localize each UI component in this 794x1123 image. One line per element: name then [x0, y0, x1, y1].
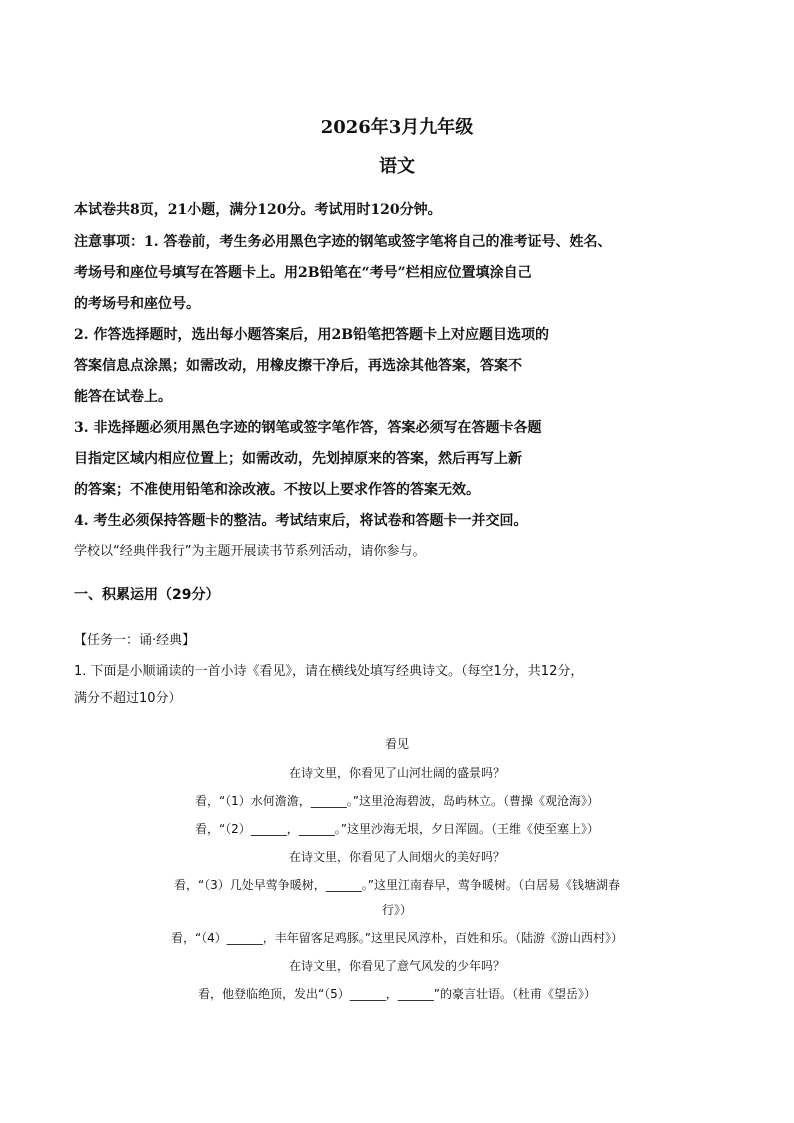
- instruction-line: 能答在试卷上。: [74, 389, 172, 405]
- subject-title: 语文: [379, 156, 415, 177]
- instruction-line: 目指定区域内相应位置上；如需改动，先划掉原来的答案，然后再写上新: [74, 451, 522, 467]
- instruction-line: 的答案；不准使用铅笔和涂改液。不按以上要求作答的答案无效。: [74, 482, 480, 498]
- exam-title: 2026年3月九年级: [320, 117, 474, 138]
- poem-line: 在诗文里，你看见了山河壮阔的盛景吗？: [288, 766, 505, 780]
- poem-line: 看，“（4）______，丰年留客足鸡豚。”这里民风淳朴，百姓和乐。（陆游《游山西村》）: [170, 931, 624, 945]
- instruction-line: 2. 作答选择题时，选出每小题答案后，用2B铅笔把答题卡上对应题目选项的: [74, 327, 550, 343]
- poem-line: 行》）: [381, 903, 412, 917]
- task-heading: 【任务一：诵·经典】: [74, 633, 196, 648]
- poem-line: 看，“（2）______，______。”这里沙海无垠，夕日浑圆。（王维《使至塞上》）: [194, 822, 600, 836]
- poem-line: 在诗文里，你看见了人间烟火的美好吗？: [288, 850, 505, 864]
- activity-intro: 学校以“经典伴我行”为主题开展读书节系列活动，请你参与。: [74, 544, 426, 559]
- instruction-line: 3. 非选择题必须用黑色字迹的钢笔或签字笔作答，答案必须写在答题卡各题: [74, 420, 542, 436]
- instruction-line: 考场号和座位号填写在答题卡上。用2B铅笔在“考号”栏相应位置填涂自己: [74, 265, 532, 281]
- instruction-line: 注意事项：1. 答卷前，考生务必用黑色字迹的钢笔或签字笔将自己的准考证号、姓名、: [74, 234, 612, 250]
- section-heading: 一、积累运用（29分）: [74, 587, 220, 603]
- poem-line: 看，“（3）几处早莺争暖树，______。”这里江南春早，莺争暖树。（白居易《钱塘湖春: [173, 878, 621, 892]
- instruction-line: 的考场号和座位号。: [74, 296, 200, 312]
- question-text: 1. 下面是小顺诵读的一首小诗《看见》，请在横线处填写经典诗文。（每空1分，共12分，: [74, 664, 584, 679]
- poem-title: 看见: [384, 737, 409, 751]
- poem-line: 看，“（1）水何澹澹，______。”这里沧海碧波，岛屿林立。（曹操《观沧海》）: [194, 794, 600, 808]
- exam-summary: 本试卷共8页，21小题，满分120分。考试用时120分钟。: [74, 202, 442, 218]
- instruction-line: 答案信息点涂黑；如需改动，用橡皮擦干净后，再选涂其他答案，答案不: [74, 358, 522, 374]
- poem-line: 在诗文里，你看见了意气风发的少年吗？: [288, 959, 505, 973]
- instruction-line: 4. 考生必须保持答题卡的整洁。考试结束后，将试卷和答题卡一并交回。: [74, 513, 528, 529]
- question-text: 满分不超过10分）: [74, 691, 182, 706]
- poem-line: 看，他登临绝顶，发出“（5）______，______”的豪言壮语。（杜甫《望岳》）: [197, 987, 597, 1001]
